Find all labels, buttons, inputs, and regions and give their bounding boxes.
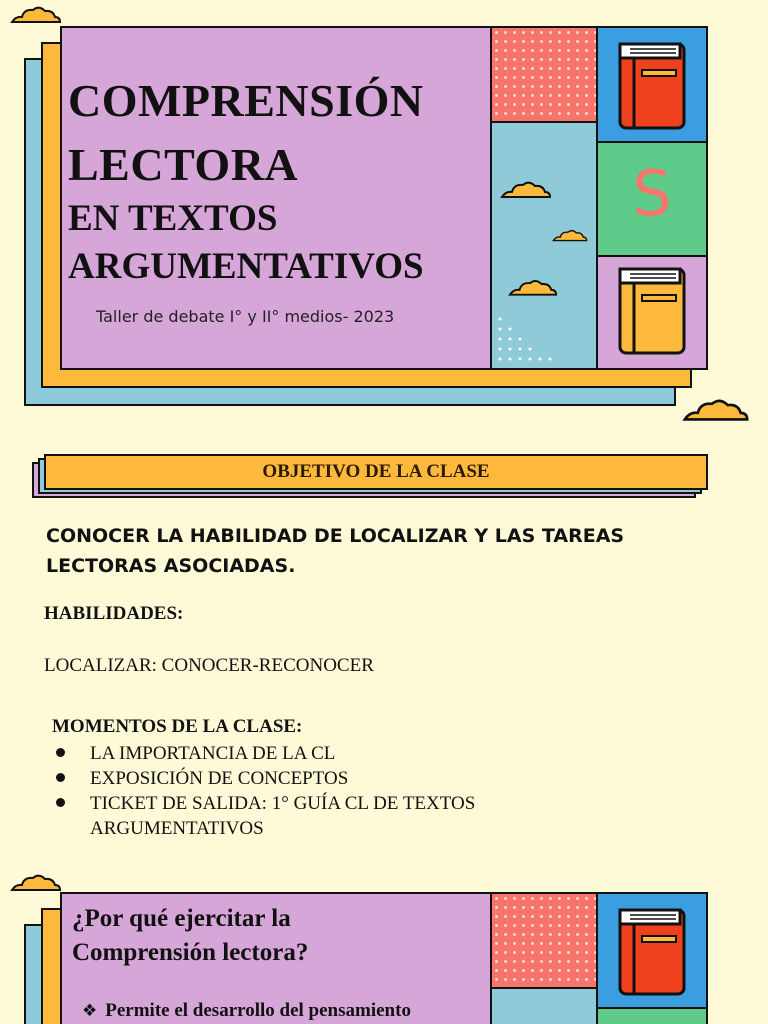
bullet-icon <box>56 748 65 757</box>
dots-decoration <box>496 315 566 367</box>
bullet-icon <box>56 773 65 782</box>
decor-dots-cell <box>490 26 598 123</box>
list-item-continuation <box>44 816 644 841</box>
moments-heading: MOMENTOS DE LA CLASE: <box>52 716 303 737</box>
book-icon <box>616 265 688 357</box>
decor-blue-cell <box>596 892 708 1009</box>
moments-list <box>44 741 644 841</box>
cloud-icon <box>10 4 62 24</box>
moment-text: EXPOSICIÓN DE CONCEPTOS <box>90 768 349 789</box>
objective-text-line-1: CONOCER LA HABILIDAD DE LOCALIZAR Y LAS TAREAS <box>46 525 625 547</box>
skills-heading: HABILIDADES: <box>44 603 184 624</box>
moment-text: TICKET DE SALIDA: 1° GUÍA CL DE TEXTOS <box>90 793 476 814</box>
moment-text: LA IMPORTANCIA DE LA CL <box>90 743 336 764</box>
cloud-icon <box>500 179 552 199</box>
list-item <box>44 791 644 816</box>
objective-section <box>0 450 768 510</box>
decor-sky-cell <box>490 987 598 1024</box>
title-line-1: COMPRENSIÓN <box>68 75 424 126</box>
decor-green-cell <box>596 141 708 257</box>
why-question-line-2: Comprensión lectora? <box>72 939 309 966</box>
cloud-icon <box>552 227 588 243</box>
book-icon <box>616 906 688 998</box>
cloud-icon <box>675 396 757 422</box>
title-line-4: ARGUMENTATIVOS <box>68 246 424 287</box>
objective-heading: OBJETIVO DE LA CLASE <box>44 454 708 490</box>
cloud-icon <box>10 872 62 892</box>
subtitle: Taller de debate I° y II° medios- 2023 <box>96 307 395 326</box>
list-item <box>44 766 644 791</box>
book-icon <box>616 40 688 132</box>
cloud-icon <box>508 277 558 297</box>
decor-sky-cell <box>490 121 598 370</box>
why-card <box>0 866 768 1024</box>
why-bullet <box>82 1000 411 1022</box>
diamond-icon: ❖ <box>82 1001 98 1021</box>
why-question-line-1: ¿Por qué ejercitar la <box>72 905 291 932</box>
title-line-3: EN TEXTOS <box>68 198 278 239</box>
decor-letter: S <box>632 157 672 230</box>
objective-text-line-2: LECTORAS ASOCIADAS. <box>46 555 296 577</box>
title-line-2: LECTORA <box>68 139 299 190</box>
decor-blue-cell <box>596 26 708 143</box>
skills-item: LOCALIZAR: CONOCER-RECONOCER <box>44 655 374 676</box>
why-bullet-text: Permite el desarrollo del pensamiento <box>105 1000 411 1021</box>
moment-text: ARGUMENTATIVOS <box>90 818 264 839</box>
decor-green-cell <box>596 1007 708 1024</box>
list-item <box>44 741 644 766</box>
header-card <box>0 0 768 420</box>
bullet-icon <box>56 798 65 807</box>
decor-lilac-cell <box>596 255 708 370</box>
decor-dots-cell <box>490 892 598 989</box>
